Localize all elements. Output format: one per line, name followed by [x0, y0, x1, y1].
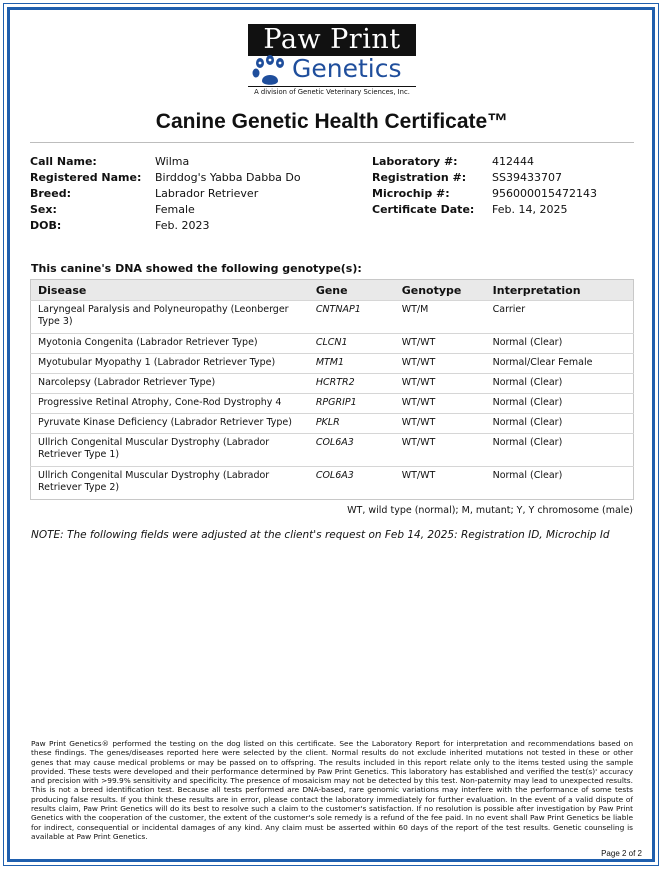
disease-cell: Pyruvate Kinase Deficiency (Labrador Retriever Type)	[31, 414, 309, 434]
table-row	[31, 434, 634, 467]
genotype-cell: WT/WT	[395, 354, 486, 374]
microchip-label: Microchip #:	[372, 187, 450, 200]
disease-cell: Narcolepsy (Labrador Retriever Type)	[31, 374, 309, 394]
gene-cell: CLCN1	[309, 334, 395, 354]
genotype-cell: WT/WT	[395, 434, 486, 467]
header-genotype: Genotype	[395, 280, 486, 301]
laboratory-value: 412444	[492, 155, 534, 168]
logo-subtitle: A division of Genetic Veterinary Sciences, Inc.	[248, 86, 416, 96]
table-row	[31, 301, 634, 334]
paw-icon	[250, 54, 290, 88]
gene-cell: MTM1	[309, 354, 395, 374]
gene-cell: PKLR	[309, 414, 395, 434]
interpretation-cell: Normal (Clear)	[486, 467, 634, 500]
gene-cell: COL6A3	[309, 434, 395, 467]
disease-cell: Ullrich Congenital Muscular Dystrophy (Labrador Retriever Type 1)	[31, 434, 309, 467]
laboratory-label: Laboratory #:	[372, 155, 458, 168]
table-row	[31, 334, 634, 354]
adjustment-note: NOTE: The following fields were adjusted at the client's request on Feb 14, 2025: Registration ID, Microchip Id	[31, 529, 610, 541]
interpretation-cell: Normal (Clear)	[486, 414, 634, 434]
table-row	[31, 467, 634, 500]
genotype-cell: WT/WT	[395, 334, 486, 354]
breed-value: Labrador Retriever	[155, 187, 259, 200]
logo-brand-top: Paw Print	[248, 24, 416, 56]
logo-brand-bottom: Genetics	[292, 54, 402, 83]
sex-value: Female	[155, 203, 195, 216]
certificate-date-label: Certificate Date:	[372, 203, 475, 216]
call-name-label: Call Name:	[30, 155, 97, 168]
genotype-section-title: This canine's DNA showed the following genotype(s):	[31, 262, 362, 275]
header-interpretation: Interpretation	[486, 280, 634, 301]
disease-cell: Laryngeal Paralysis and Polyneuropathy (Leonberger Type 3)	[31, 301, 309, 334]
header-disease: Disease	[31, 280, 309, 301]
header-gene: Gene	[309, 280, 395, 301]
disclaimer-text: Paw Print Genetics® performed the testing on the dog listed on this certificate. See the Laboratory Report for interpretation and recommendations based on these findings. The genes/diseases reported here were selected by the client. Normal results do not exclude inherited mutations not tested in these or other genes that may cause medical problems or may be passed on to offspring. The results included in this report relate only to the items tested using the sample provided. These tests were developed and their performance determined by Paw Print Genetics. This laboratory has established and verified the test(s)' accuracy and precision with >99.9% sensitivity and specificity. The presence of mosaicism may not be detected by this test. Non-paternity may lead to unexpected results. This is not a breed identification test. Because all tests performed are DNA-based, rare genomic variations may interfere with the performance of some tests producing false results. If you think these results are in error, please contact the laboratory immediately for further evaluation. In the event of a valid dispute of results claim, Paw Print Genetics will do its best to resolve such a claim to the customer's satisfaction. If no resolution is possible after investigation by Paw Print Genetics with the cooperation of the customer, the extent of the customer's sole remedy is a refund of the fee paid. In no event shall Paw Print Genetics be liable for indirect, consequential or incidental damages of any kind. Any claim must be asserted within 60 days of the report of the test results. Genetic counseling is available at Paw Print Genetics.	[31, 739, 633, 841]
dob-label: DOB:	[30, 219, 62, 232]
genotype-cell: WT/WT	[395, 414, 486, 434]
genotype-legend: WT, wild type (normal); M, mutant; Y, Y chromosome (male)	[347, 505, 633, 516]
breed-label: Breed:	[30, 187, 72, 200]
interpretation-cell: Normal (Clear)	[486, 434, 634, 467]
interpretation-cell: Normal (Clear)	[486, 394, 634, 414]
genotype-cell: WT/M	[395, 301, 486, 334]
table-header-row	[31, 280, 634, 301]
genotype-cell: WT/WT	[395, 374, 486, 394]
registration-value: SS39433707	[492, 171, 562, 184]
paw-print-genetics-logo	[248, 24, 416, 98]
interpretation-cell: Carrier	[486, 301, 634, 334]
certificate-title: Canine Genetic Health Certificate™	[155, 110, 509, 133]
genotype-table	[30, 279, 634, 500]
table-row	[31, 354, 634, 374]
page-number: Page 2 of 2	[601, 849, 642, 858]
dob-value: Feb. 2023	[155, 219, 210, 232]
interpretation-cell: Normal/Clear Female	[486, 354, 634, 374]
gene-cell: RPGRIP1	[309, 394, 395, 414]
sex-label: Sex:	[30, 203, 57, 216]
registered-name-label: Registered Name:	[30, 171, 142, 184]
table-row	[31, 374, 634, 394]
disease-cell: Myotonia Congenita (Labrador Retriever Type)	[31, 334, 309, 354]
disease-cell: Myotubular Myopathy 1 (Labrador Retriever Type)	[31, 354, 309, 374]
certificate-date-value: Feb. 14, 2025	[492, 203, 568, 216]
gene-cell: CNTNAP1	[309, 301, 395, 334]
microchip-value: 956000015472143	[492, 187, 597, 200]
disease-cell: Progressive Retinal Atrophy, Cone-Rod Dystrophy 4	[31, 394, 309, 414]
interpretation-cell: Normal (Clear)	[486, 374, 634, 394]
gene-cell: COL6A3	[309, 467, 395, 500]
table-row	[31, 394, 634, 414]
registration-label: Registration #:	[372, 171, 467, 184]
title-divider	[30, 142, 634, 143]
table-row	[31, 414, 634, 434]
genotype-cell: WT/WT	[395, 467, 486, 500]
registered-name-value: Birddog's Yabba Dabba Do	[155, 171, 301, 184]
call-name-value: Wilma	[155, 155, 190, 168]
genotype-cell: WT/WT	[395, 394, 486, 414]
disease-cell: Ullrich Congenital Muscular Dystrophy (Labrador Retriever Type 2)	[31, 467, 309, 500]
interpretation-cell: Normal (Clear)	[486, 334, 634, 354]
gene-cell: HCRTR2	[309, 374, 395, 394]
